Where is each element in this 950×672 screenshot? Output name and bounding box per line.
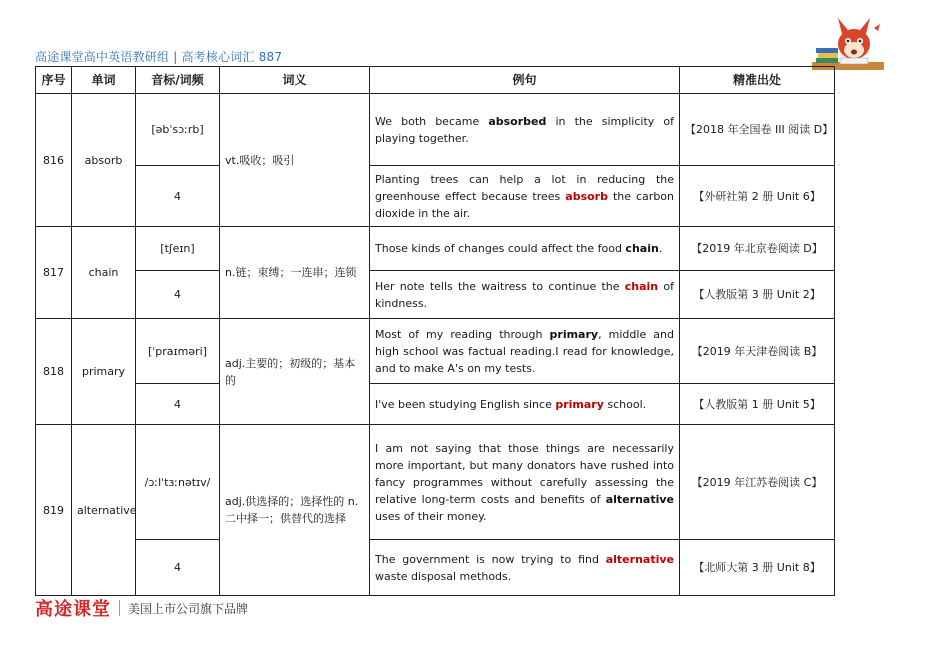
entry-example: I am not saying that those things are necessarily more important, but many donators have rushed into fancy programmes without carefully assessing the relative long-term costs and benefits of alternative uses of their money. [370, 425, 680, 540]
entry-frequency: 4 [136, 271, 220, 319]
entry-example: We both became absorbed in the simplicity of playing together. [370, 94, 680, 166]
entry-source: 【北师大第 3 册 Unit 8】 [680, 540, 835, 596]
entry-word: chain [72, 227, 136, 319]
entry-number: 818 [36, 319, 72, 425]
col-header-example: 例句 [370, 67, 680, 94]
entry-meaning: vt.吸收；吸引 [220, 94, 370, 227]
entry-number: 816 [36, 94, 72, 227]
entry-source: 【人教版第 1 册 Unit 5】 [680, 384, 835, 425]
table-row [36, 166, 835, 227]
table-row [36, 319, 835, 384]
entry-source: 【人教版第 3 册 Unit 2】 [680, 271, 835, 319]
entry-word: alternative [72, 425, 136, 596]
entry-phonetic: [əbˈsɔːrb] [136, 94, 220, 166]
entry-phonetic: [tʃeɪn] [136, 227, 220, 271]
entry-example: Most of my reading through primary, middle and high school was factual reading.I read for knowledge, and to make A's on my tests. [370, 319, 680, 384]
entry-frequency: 4 [136, 166, 220, 227]
mascot-illustration [810, 14, 886, 74]
example-keyword: absorb [565, 189, 608, 203]
example-keyword: chain [625, 242, 659, 255]
example-keyword: primary [555, 397, 604, 411]
entry-example: Planting trees can help a lot in reducing the greenhouse effect because trees absorb the carbon dioxide in the air. [370, 166, 680, 227]
example-keyword: chain [624, 279, 659, 293]
entry-phonetic: /ɔːlˈtɜːnətɪv/ [136, 425, 220, 540]
col-header-word: 单词 [72, 67, 136, 94]
col-header-number: 序号 [36, 67, 72, 94]
entry-source: 【2019 年北京卷阅读 D】 [680, 227, 835, 271]
entry-word: absorb [72, 94, 136, 227]
footer-divider [119, 600, 120, 616]
entry-example: Her note tells the waitress to continue the chain of kindness. [370, 271, 680, 319]
table-row [36, 540, 835, 596]
brand-logo: 高途课堂 [35, 599, 111, 620]
col-header-meaning: 词义 [220, 67, 370, 94]
entry-source: 【2019 年天津卷阅读 B】 [680, 319, 835, 384]
table-row [36, 384, 835, 425]
entry-meaning: adj.供选择的；选择性的 n.二中择一；供替代的选择 [220, 425, 370, 596]
entry-phonetic: [ˈpraɪməri] [136, 319, 220, 384]
entry-example: The government is now trying to find alternative waste disposal methods. [370, 540, 680, 596]
example-keyword: alternative [605, 492, 674, 506]
entry-frequency: 4 [136, 384, 220, 425]
entry-example: I've been studying English since primary school. [370, 384, 680, 425]
page-header [35, 48, 695, 65]
entry-source: 【2019 年江苏卷阅读 C】 [680, 425, 835, 540]
header-title: 高途课堂高中英语教研组 | 高考核心词汇 887 [35, 50, 283, 64]
entry-meaning: adj.主要的；初级的；基本的 [220, 319, 370, 425]
entry-number: 817 [36, 227, 72, 319]
table-row [36, 271, 835, 319]
example-keyword: alternative [605, 552, 674, 566]
entry-word: primary [72, 319, 136, 425]
col-header-phonetic: 音标/词频 [136, 67, 220, 94]
table-row [36, 94, 835, 166]
entry-meaning: n.链；束缚；一连串；连锁 [220, 227, 370, 319]
page-footer [35, 597, 248, 619]
entry-example: Those kinds of changes could affect the food chain. [370, 227, 680, 271]
entry-source: 【2018 年全国卷 III 阅读 D】 [680, 94, 835, 166]
entry-number: 819 [36, 425, 72, 596]
entry-frequency: 4 [136, 540, 220, 596]
table-row [36, 227, 835, 271]
brand-slogan: 美国上市公司旗下品牌 [128, 601, 249, 616]
table-header-row [36, 67, 835, 94]
example-keyword: primary [549, 327, 599, 341]
example-keyword: absorbed [488, 114, 547, 128]
entry-source: 【外研社第 2 册 Unit 6】 [680, 166, 835, 227]
col-header-source: 精准出处 [680, 67, 835, 94]
table-row [36, 425, 835, 540]
vocabulary-table [35, 66, 835, 596]
